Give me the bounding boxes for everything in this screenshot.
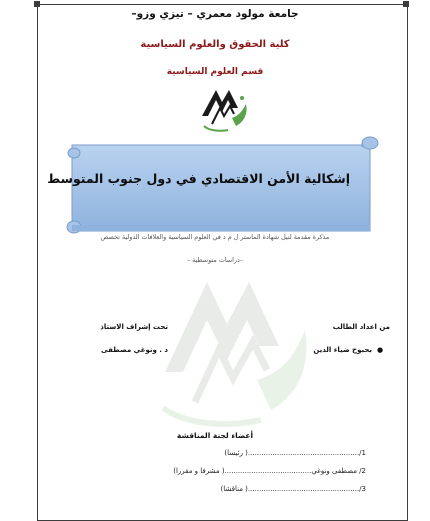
committee-member-line: 1/..................................................( رئيسا) [224,449,366,457]
committee-member-line: 3/..................................................( مناقشا) [220,485,366,493]
border-corner [34,1,40,7]
bullet-icon: ● [377,346,384,354]
thesis-title: إشكالية الأمن الاقتصادي في دول جنوب المتوسط [47,171,350,186]
supervisor-name: د . ونوغي مصطفى [101,346,168,354]
thesis-degree-description: مذكرة مقدمة لنيل شهادة الماستر ل م د في العلوم السياسية والعلاقات الدولية تخصص [100,233,330,241]
university-logo-watermark-icon [145,262,315,432]
committee-title: أعضاء لجنة المناقشة [176,431,254,440]
university-logo-icon [198,86,250,134]
committee-member-line: 2/ مصطفى ونوغي.......................................( مشرفا و مقررا) [173,467,366,475]
student-label: من اعداد الطالب [332,323,390,331]
thesis-specialization: –دراسات متوسطية – [186,256,244,264]
department-name: قسم العلوم السياسية [166,67,264,77]
university-name: جامعة مولود معمري – تيزي وزو– [131,8,299,20]
student-name: بحبوح ضياء الدين [313,346,372,354]
border-corner [403,1,409,7]
faculty-name: كلية الحقوق والعلوم السياسية [140,39,290,50]
supervisor-label: تحت إشراف الاستاذ [100,323,168,331]
